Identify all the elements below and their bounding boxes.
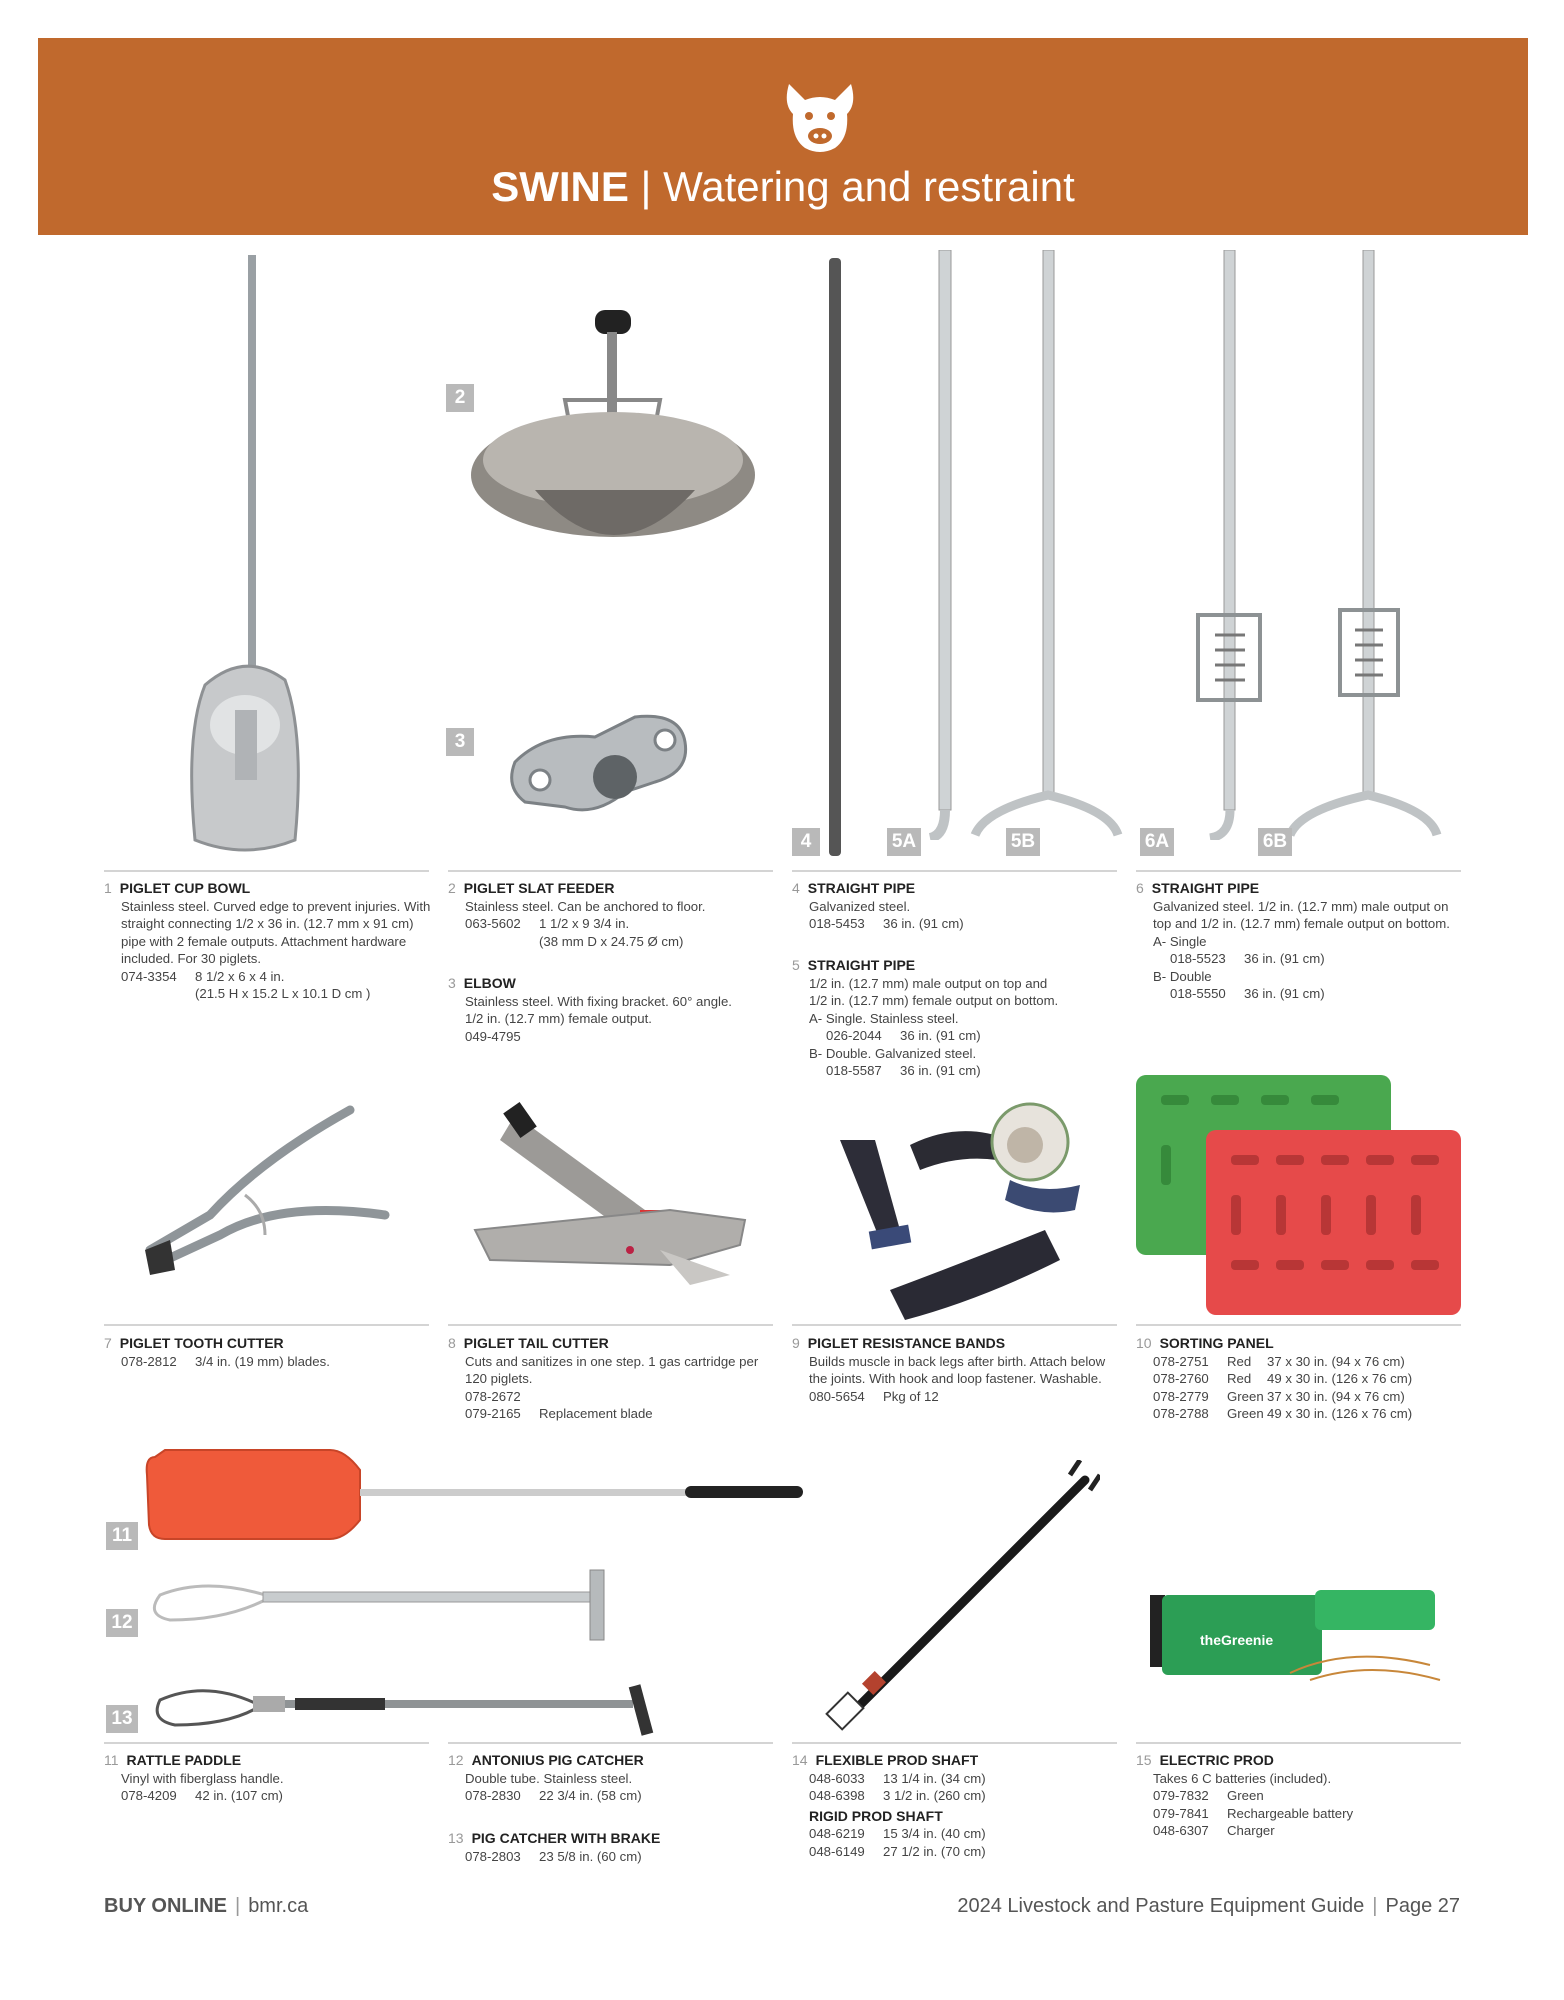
footer-right: 2024 Livestock and Pasture Equipment Guide | Page 27: [957, 1895, 1460, 1917]
header-banner: [38, 38, 1528, 235]
image-tag-13: 13: [106, 1705, 138, 1733]
product-8: 8 PIGLET TAIL CUTTER Cuts and sanitizes in one step. 1 gas cartridge per 120 piglets. 078-2672 079-2165 Replacement blade: [448, 1335, 759, 1421]
piglet-tooth-cutter-image: [140, 1100, 390, 1280]
guide-title: 2024 Livestock and Pasture Equipment Guide: [957, 1895, 1365, 1917]
product-13: 13 PIG CATCHER WITH BRAKE 078-2803 23 5/8 in. (60 cm): [448, 1830, 661, 1864]
divider: [792, 1324, 1117, 1326]
divider: [104, 1742, 429, 1744]
rattle-paddle-image: [145, 1445, 805, 1545]
straight-pipe-4-image: [825, 258, 845, 858]
divider: [1136, 1742, 1461, 1744]
image-tag-5a: 5A: [887, 828, 921, 856]
buy-online-label: BUY ONLINE: [104, 1895, 227, 1917]
piglet-cup-bowl-image: [175, 255, 315, 855]
product-6: 6 STRAIGHT PIPE Galvanized steel. 1/2 in. (12.7 mm) male output on top and 1/2 in. (12.7 mm) female output on bottom. A- Single 018-5523 36 in. (91 cm) B- Double 018-5550 36 in. (91 cm): [1136, 880, 1450, 1001]
divider: [448, 1324, 773, 1326]
pig-face-icon: [775, 78, 865, 158]
prod-brand-logo: theGreenie: [1200, 1632, 1274, 1648]
product-5: 5 STRAIGHT PIPE 1/2 in. (12.7 mm) male output on top and 1/2 in. (12.7 mm) female output on bottom. A- Single. Stainless steel. 026-2044 36 in. (91 cm) B- Double. Galvanized steel. 018-5587 36 in. (91 cm): [792, 957, 1059, 1078]
divider: [792, 870, 1117, 872]
product-15: 15 ELECTRIC PROD Takes 6 C batteries (included). 079-7832 Green 079-7841 Rechargeable battery 048-6307 Charger: [1136, 1752, 1354, 1838]
image-tag-5b: 5B: [1006, 828, 1040, 856]
product-11: 11 RATTLE PADDLE Vinyl with fiberglass handle. 078-4209 42 in. (107 cm): [104, 1752, 284, 1803]
pig-catcher-with-brake-image: [145, 1665, 675, 1745]
piglet-resistance-bands-image: [820, 1100, 1090, 1320]
product-12: 12 ANTONIUS PIG CATCHER Double tube. Stainless steel. 078-2830 22 3/4 in. (58 cm): [448, 1752, 644, 1803]
divider: [792, 1742, 1117, 1744]
straight-pipe-5a-image: [925, 250, 965, 840]
straight-pipe-6b-image: [1285, 250, 1445, 840]
page-number: Page 27: [1385, 1895, 1460, 1917]
image-tag-2: 2: [446, 384, 474, 412]
image-tag-4: 4: [792, 828, 820, 856]
product-4: 4 STRAIGHT PIPE Galvanized steel. 018-5453 36 in. (91 cm): [792, 880, 964, 931]
product-14: 14 FLEXIBLE PROD SHAFT 048-6033 13 1/4 in. (34 cm) 048-6398 3 1/2 in. (260 cm) RIGID PROD SHAFT 048-6219 15 3/4 in. (40 cm) 048-6149 27 1/2 in. (70 cm): [792, 1752, 986, 1859]
image-tag-6a: 6A: [1140, 828, 1174, 856]
product-9: 9 PIGLET RESISTANCE BANDS Builds muscle in back legs after birth. Attach below the joints. With hook and loop fastener. Washable. 080-5654 Pkg of 12: [792, 1335, 1106, 1404]
product-2: 2 PIGLET SLAT FEEDER Stainless steel. Can be anchored to floor. 063-5602 1 1/2 x 9 3/4 in. (38 mm D x 24.75 Ø cm): [448, 880, 706, 949]
divider: [104, 870, 429, 872]
electric-prod-image: [1150, 1585, 1450, 1695]
elbow-image: [505, 712, 695, 822]
straight-pipe-5b-image: [970, 250, 1125, 840]
straight-pipe-6a-image: [1190, 250, 1270, 840]
piglet-tail-cutter-image: [470, 1100, 750, 1290]
product-1: 1 PIGLET CUP BOWL Stainless steel. Curved edge to prevent injuries. With straight connecting 1/2 x 36 in. (12.7 mm x 91 cm) pipe with 2 female outputs. Attachment hardware included. For 30 piglets. 074-3354 8 1/2 x 6 x 4 in. (21.5 H x 15.2 L x 10.1 D cm ): [104, 880, 431, 1001]
sorting-panel-image: [1136, 1075, 1461, 1320]
antonius-pig-catcher-image: [145, 1565, 635, 1645]
footer-left: BUY ONLINE | bmr.ca: [104, 1895, 309, 1917]
product-10: 10 SORTING PANEL 078-2751 Red 37 x 30 in. (94 x 76 cm) 078-2760 Red 49 x 30 in. (126 x 76 cm) 078-2779 Green 37 x 30 in. (94 x 76 cm) 078-2788 Green 49 x 30 in. (126 x 76 cm): [1136, 1335, 1413, 1421]
image-tag-11: 11: [106, 1522, 138, 1550]
divider: [448, 1742, 773, 1744]
divider: [104, 1324, 429, 1326]
piglet-slat-feeder-image: [465, 310, 755, 580]
prod-shaft-image: [815, 1460, 1100, 1740]
divider: [1136, 870, 1461, 872]
product-7: 7 PIGLET TOOTH CUTTER 078-2812 3/4 in. (19 mm) blades.: [104, 1335, 330, 1369]
image-tag-12: 12: [106, 1609, 138, 1637]
image-tag-3: 3: [446, 728, 474, 756]
image-tag-6b: 6B: [1258, 828, 1292, 856]
page-title: SWINE | Watering and restraint: [491, 163, 1075, 210]
website-link[interactable]: bmr.ca: [248, 1895, 309, 1917]
product-3: 3 ELBOW Stainless steel. With fixing bracket. 60° angle. 1/2 in. (12.7 mm) female output. 049-4795: [448, 975, 732, 1044]
divider: [1136, 1324, 1461, 1326]
divider: [448, 870, 773, 872]
